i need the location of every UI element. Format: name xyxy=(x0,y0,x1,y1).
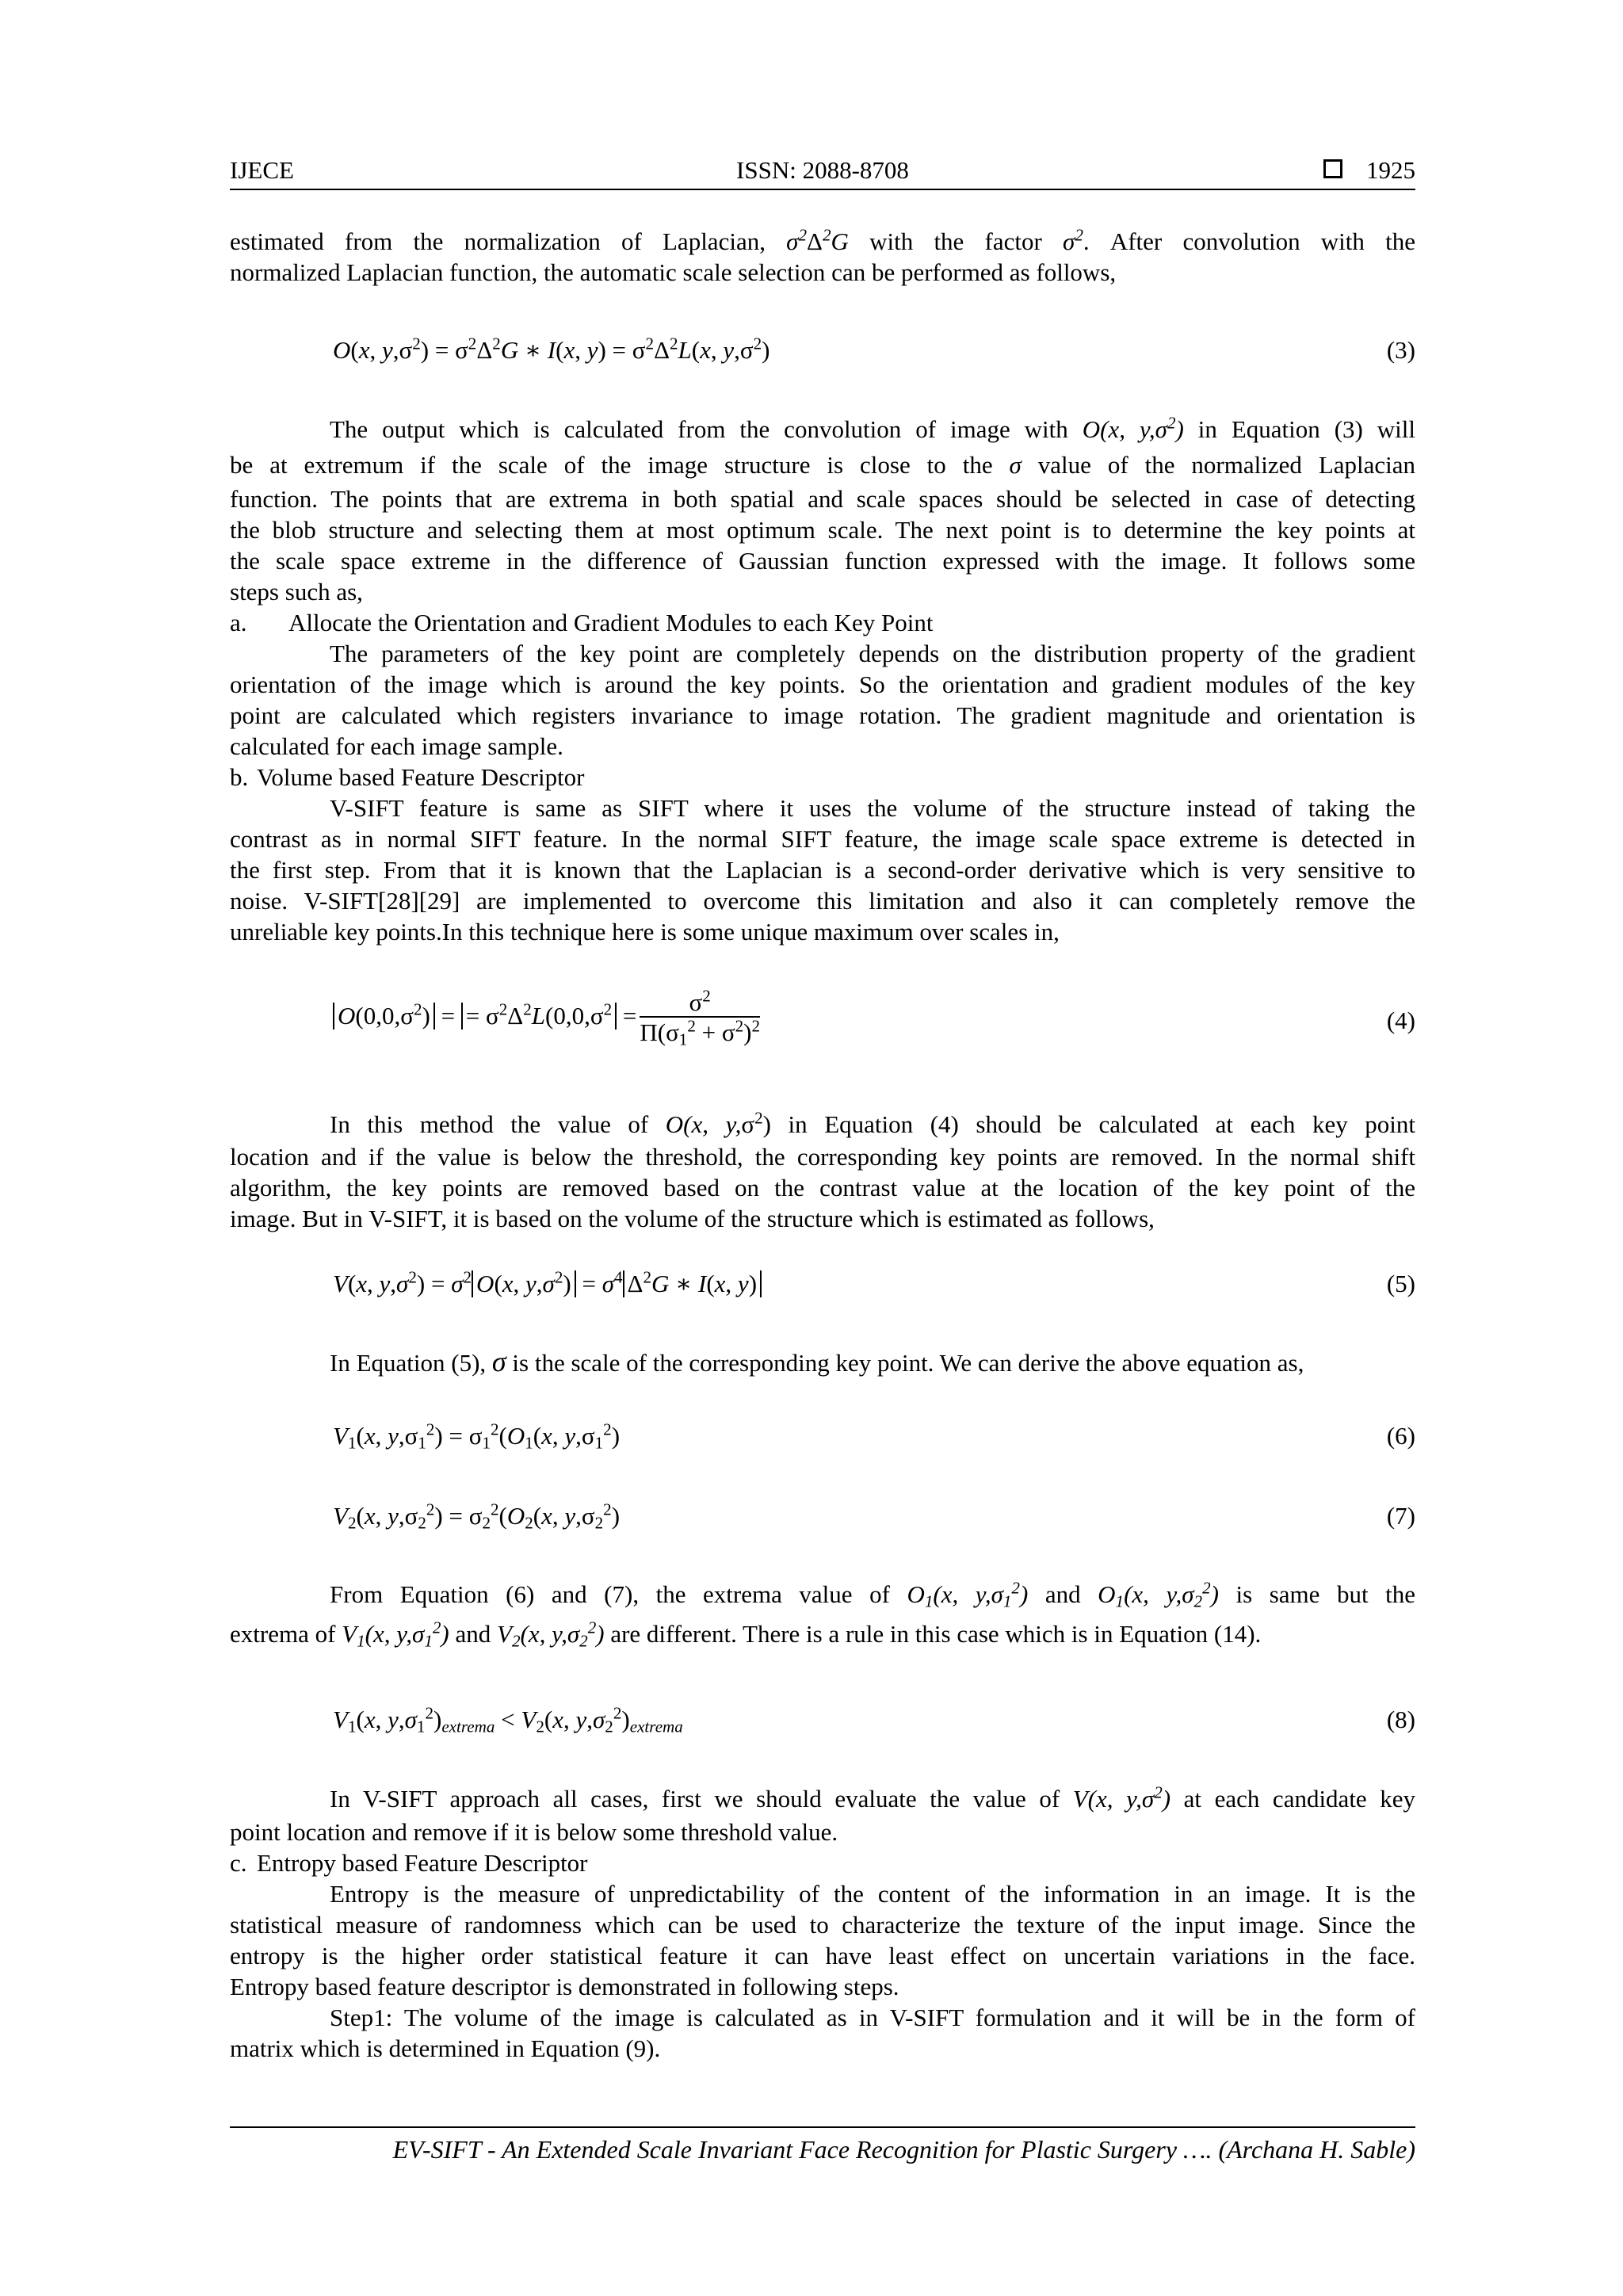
equation-number: (8) xyxy=(1386,1706,1415,1733)
checkbox-square-icon xyxy=(1323,159,1342,178)
math-inline: $V_1(x$, $y,\sigma_1^2$) xyxy=(342,1618,449,1651)
equation-number: (4) xyxy=(1386,1007,1415,1034)
paragraph-3: The parameters of the key point are completely depends on the distribution property of the gradient orientation of the image which is around the key points. So the orientation and gradient modules of the key point are calculated which registers invariance to image rotation. The gradient magnitude and orientation is calculated for each image sample. xyxy=(230,640,1415,760)
math-inline: $O_1(x$, $y,\sigma_1^2$) xyxy=(907,1578,1029,1611)
equation-6: $V_1(x$, $y,\sigma_1^2) = \sigma_1^2(O_1(x$, $y,\sigma_1^2$) xyxy=(333,1419,621,1453)
math-inline: O(x, y, xyxy=(665,1110,742,1138)
equation-5: V(x, $y,\sigma^2) = \sigma^2$ O(x, $y,\sigma^2) = \sigma^4$ $\Delta^2G$ ∗ I(x, y) xyxy=(333,1268,762,1300)
math-inline: $O_1(x$, $y,\sigma_2^2$) xyxy=(1098,1578,1219,1611)
list-item-c: c. Entropy based Feature Descriptor xyxy=(230,1849,588,1877)
header-rule xyxy=(230,189,1415,190)
paragraph-5: In this method the value of O(x, $y,\sigma^2$) in Equation (4) should be calculated at each key point location and if the value is below the threshold, the corresponding key points are removed. In the normal shift algorithm, the key points are removed based on the contrast value at the location of the key point of the image. But in V-SIFT, it is based on the volume of the structure which is estimated as follows, xyxy=(230,1108,1415,1232)
page-header xyxy=(230,152,1415,189)
equation-7: $V_2(x$, $y,\sigma_2^2) = \sigma_2^2(O_2(x$, $y,\sigma_2^2$) xyxy=(333,1499,621,1533)
equation-3: O(x, $y,\sigma^2) = \sigma^2\Delta^2G$ ∗ I(x, $y) = \sigma^2\Delta^2L(x$, $y,\sigma^2$) xyxy=(333,334,770,364)
list-item-b: b. Volume based Feature Descriptor xyxy=(230,763,585,791)
journal-name: IJECE xyxy=(230,156,294,184)
math-inline: V(x, $y,\sigma^2$) xyxy=(1072,1782,1171,1813)
paragraph-1: estimated from the normalization of Laplacian, $\sigma^2\Delta^2G$ with the factor $\sigma^2$. After convolution with the normalized Laplacian function, the automatic scale selection can be performed as follows, xyxy=(230,225,1415,286)
paragraph-2: The output which is calculated from the convolution of image with O(x, $y,\sigma^2$) in Equation (3) will be at extremum if the scale of the image structure is close to the σ value of the normalized Laplacian function. The points that are extrema in both spatial and scale spaces should be selected in case of detecting the blob structure and selecting them at most optimum scale. The next point is to determine the key points at the scale space extreme in the difference of Gaussian function expressed with the image. It follows some steps such as, xyxy=(230,413,1416,606)
paragraph-10: Step1: The volume of the image is calculated as in V-SIFT formulation and it will be in the form of matrix which is determined in Equation (9). xyxy=(230,2004,1415,2062)
equation-number: (3) xyxy=(1386,336,1415,364)
paragraph-4: V-SIFT feature is same as SIFT where it uses the volume of the structure instead of taking the contrast as in normal SIFT feature. In the normal SIFT feature, the image scale space extreme is detected in the first step. From that it is known that the Laplacian is a second-order derivative which is very sensitive to noise. V-SIFT[28][29] are implemented to overcome this limitation and also it can completely remove the unreliable key points.In this technique here is some unique maximum over scales in, xyxy=(230,794,1415,946)
equation-4: $O(0,0,\sigma^2)$ = = $\sigma^2\Delta^2L(0,0,\sigma^2$ = $\frac{\sigma^2}{\Pi(\sigma_1^2 + \sigma^2)^2}$ xyxy=(333,989,760,1048)
paragraph-8: In V-SIFT approach all cases, first we should evaluate the value of V(x, $y,\sigma^2$) at each candidate key point location and remove if it is below some threshold value. xyxy=(230,1782,1416,1846)
math-inline: $V_2(x$, $y,\sigma_2^2$) xyxy=(497,1618,605,1651)
paragraph-6: In Equation (5), σ is the scale of the corresponding key point. We can derive the above equation as, xyxy=(330,1346,1304,1377)
math-inline: $\sigma^2$ xyxy=(1063,225,1083,255)
equation-number: (6) xyxy=(1386,1422,1415,1450)
equation-8: $V_1(x$, $y,\sigma_1^2)_{extrema} < V_2(x$, $y,\sigma_2^2)_{extrema}$ xyxy=(333,1703,683,1736)
equation-number: (5) xyxy=(1386,1270,1415,1297)
equation-number: (7) xyxy=(1386,1502,1415,1530)
math-inline: $\sigma^2\Delta^2G$ xyxy=(786,225,849,255)
footer-rule xyxy=(230,2126,1415,2128)
page-number: 1925 xyxy=(1366,156,1415,184)
math-inline: σ xyxy=(491,1346,506,1377)
issn: ISSN: 2088-8708 xyxy=(736,156,909,184)
math-inline: σ xyxy=(1009,451,1022,479)
math-inline: O(x, $y,\sigma^2$) xyxy=(1082,413,1184,443)
paragraph-7: From Equation (6) and (7), the extrema value of $O_1(x$, $y,\sigma_1^2$) and $O_1(x$, $y,\sigma_2^2$) is same but the extrema of $V_1(x$, $y,\sigma_1^2$) and $V_2(x$, $y,\sigma_2^2$) are different. There is a rule in this case which is in Equation (14). xyxy=(230,1578,1416,1651)
page-footer: EV-SIFT - An Extended Scale Invariant Face Recognition for Plastic Surgery …. (Archana H. Sable) xyxy=(392,2135,1415,2164)
list-item-a: a. Allocate the Orientation and Gradient Modules to each Key Point xyxy=(230,609,934,636)
paragraph-9: Entropy is the measure of unpredictability of the content of the information in an image. It is the statistical measure of randomness which can be used to characterize the texture of the input image. Since the entropy is the higher order statistical feature it can have least effect on uncertain variations in the face. Entropy based feature descriptor is demonstrated in following steps. xyxy=(230,1880,1415,2000)
